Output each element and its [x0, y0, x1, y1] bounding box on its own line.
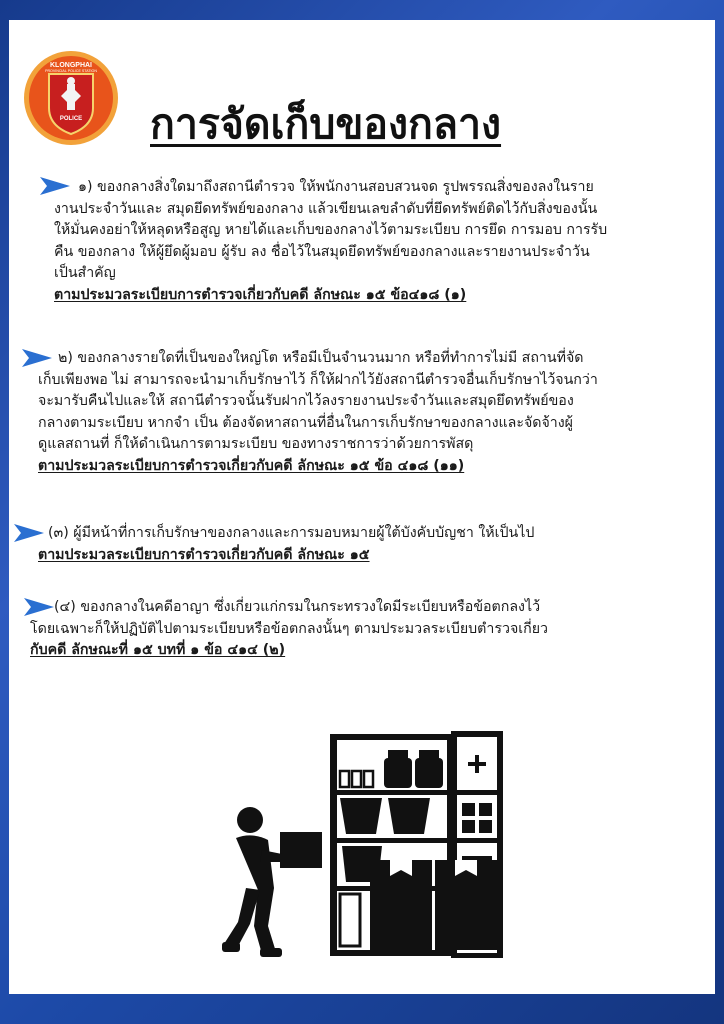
section-line: โดยเฉพาะก็ให้ปฏิบัติไปตามระเบียบหรือข้อตกลงนั้นๆ ตามประมวลระเบียบตำรวจเกี่ยว	[30, 620, 548, 637]
page-title: การจัดเก็บของกลาง	[150, 100, 502, 148]
legal-reference: ตามประมวลระเบียบการตำรวจเกี่ยวกับคดี ลักษณะ ๑๕ ข้อ ๔๑๘ (๑๑)	[38, 457, 465, 474]
section-line: (๓) ผู้มีหน้าที่การเก็บรักษาของกลางและการมอบหมายผู้ใต้บังคับบัญชา ให้เป็นไป	[48, 525, 535, 541]
section-line: จะมารับคืนไปและให้ สถานีตำรวจนั้นรับฝากไว้ลงรายงานประจำวันและสมุดยึดทรัพย์ของ	[38, 393, 574, 410]
section-line: เก็บเพียงพอ ไม่ สามารถจะนำมาเก็บรักษาไว้ ก็ให้ฝากไว้ยังสถานีตำรวจอื่นเก็บรักษาไว้จนกว่า	[38, 371, 598, 388]
svg-text:PROVINCIAL POLICE STATION: PROVINCIAL POLICE STATION	[45, 69, 97, 73]
section-1	[54, 177, 694, 307]
svg-text:KLONGPHAI: KLONGPHAI	[50, 62, 92, 69]
legal-reference: ตามประมวลระเบียบการตำรวจเกี่ยวกับคดี ลักษณะ ๑๕ ข้อ๔๑๘ (๑)	[54, 286, 467, 303]
section-4	[30, 597, 698, 662]
police-station-logo	[23, 50, 119, 146]
worker-carrying-box-warehouse-shelf-icon	[222, 728, 522, 958]
legal-reference: กับคดี ลักษณะที่ ๑๕ บทที่ ๑ ข้อ ๔๑๔ (๒)	[30, 642, 286, 659]
legal-reference: ตามประมวลระเบียบการตำรวจเกี่ยวกับคดี ลักษณะ ๑๕	[38, 546, 370, 563]
section-line: ดูแลสถานที่ ก็ให้ดำเนินการตามระเบียบ ของทางราชการว่าด้วยการพัสดุ	[38, 436, 474, 453]
section-line: งานประจำวันและ สมุดยึดทรัพย์ของกลาง แล้วเขียนเลขลำดับที่ยึดทรัพย์ติดไว้กับสิ่งของนั้น	[54, 200, 598, 217]
section-line: ๑) ของกลางสิ่งใดมาถึงสถานีตำรวจ ให้พนักงานสอบสวนจด รูปพรรณสิ่งของลงในราย	[78, 179, 594, 195]
section-line: คืน ของกลาง ให้ผู้ยึดผู้มอบ ผู้รับ ลง ชื่อไว้ในสมุดยึดทรัพย์ของกลางและรายงานประจำวัน	[54, 243, 590, 260]
svg-text:POLICE: POLICE	[59, 116, 83, 122]
section-line: (๔) ของกลางในคดีอาญา ซึ่งเกี่ยวแก่กรมในกระทรวงใดมีระเบียบหรือข้อตกลงไว้	[54, 599, 541, 615]
section-2	[38, 348, 698, 478]
section-line: ๒) ของกลางรายใดที่เป็นของใหญ่โต หรือมีเป็นจำนวนมาก หรือที่ทำการไม่มี สถานที่จัด	[58, 350, 584, 366]
section-3	[38, 523, 698, 566]
section-line: เป็นสำคัญ	[54, 265, 116, 282]
section-line: ให้มั่นคงอย่าให้หลุดหรือสูญ หายได้และเก็บของกลางไว้ตามระเบียบ การยึด การมอบ การรับ	[54, 222, 608, 239]
section-line: กลางตามระเบียบ หากจำ เป็น ต้องจัดหาสถานที่อื่นในการเก็บรักษาของกลางและจัดจ้างผู้	[38, 414, 573, 431]
